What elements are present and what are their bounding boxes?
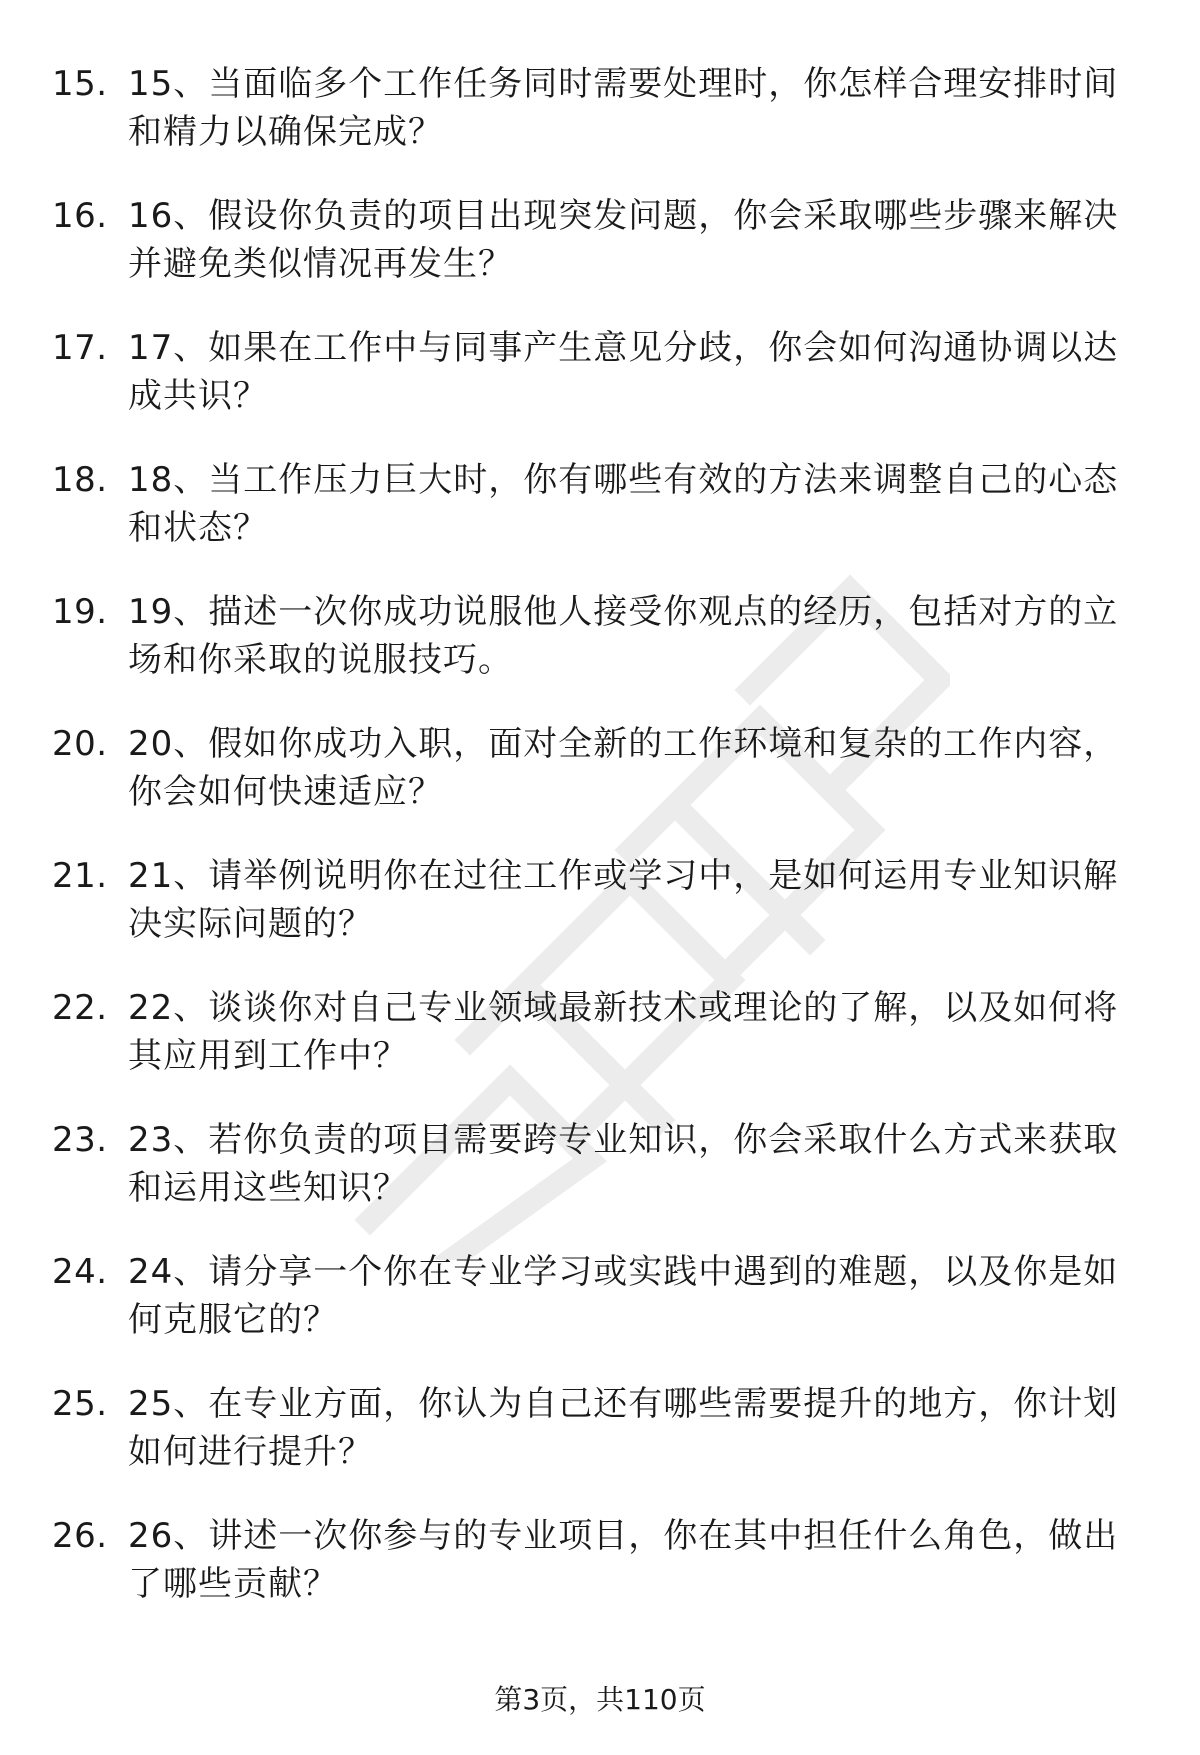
list-item-number: 19. bbox=[52, 592, 108, 632]
list-item-text: 16、假设你负责的项目出现突发问题，你会采取哪些步骤来解决并避免类似情况再发生？ bbox=[128, 196, 1119, 284]
list-item-text: 23、若你负责的项目需要跨专业知识，你会采取什么方式来获取和运用这些知识？ bbox=[128, 1120, 1119, 1208]
list-item-number: 20. bbox=[52, 724, 108, 764]
list-item-text: 21、请举例说明你在过往工作或学习中，是如何运用专业知识解决实际问题的？ bbox=[128, 856, 1119, 944]
list-item bbox=[52, 1380, 1152, 1512]
list-item bbox=[52, 60, 1152, 192]
list-item-number: 16. bbox=[52, 196, 108, 236]
list-item bbox=[52, 588, 1152, 720]
list-item-number: 22. bbox=[52, 988, 108, 1028]
list-item-number: 25. bbox=[52, 1384, 108, 1424]
list-item bbox=[52, 1512, 1152, 1644]
list-item bbox=[52, 720, 1152, 852]
list-item-text: 24、请分享一个你在专业学习或实践中遇到的难题，以及你是如何克服它的？ bbox=[128, 1252, 1119, 1340]
question-list bbox=[52, 60, 1152, 1644]
list-item-text: 20、假如你成功入职，面对全新的工作环境和复杂的工作内容，你会如何快速适应？ bbox=[128, 724, 1119, 812]
list-item-text: 19、描述一次你成功说服他人接受你观点的经历，包括对方的立场和你采取的说服技巧。 bbox=[128, 592, 1119, 680]
page-footer: 第3页，共110页 bbox=[494, 1683, 706, 1716]
list-item bbox=[52, 1248, 1152, 1380]
list-item bbox=[52, 852, 1152, 984]
list-item-text: 17、如果在工作中与同事产生意见分歧，你会如何沟通协调以达成共识？ bbox=[128, 328, 1119, 416]
list-item bbox=[52, 456, 1152, 588]
list-item-number: 26. bbox=[52, 1516, 108, 1556]
list-item-number: 15. bbox=[52, 64, 108, 104]
list-item bbox=[52, 324, 1152, 456]
list-item-text: 15、当面临多个工作任务同时需要处理时，你怎样合理安排时间和精力以确保完成？ bbox=[128, 64, 1119, 152]
list-item-number: 17. bbox=[52, 328, 108, 368]
list-item-number: 18. bbox=[52, 460, 108, 500]
list-item-text: 26、讲述一次你参与的专业项目，你在其中担任什么角色，做出了哪些贡献？ bbox=[128, 1516, 1119, 1604]
list-item-text: 18、当工作压力巨大时，你有哪些有效的方法来调整自己的心态和状态？ bbox=[128, 460, 1119, 548]
list-item-number: 23. bbox=[52, 1120, 108, 1160]
list-item bbox=[52, 192, 1152, 324]
list-item-text: 25、在专业方面，你认为自己还有哪些需要提升的地方，你计划如何进行提升？ bbox=[128, 1384, 1119, 1472]
list-item-number: 24. bbox=[52, 1252, 108, 1292]
list-item-number: 21. bbox=[52, 856, 108, 896]
list-item bbox=[52, 1116, 1152, 1248]
list-item-text: 22、谈谈你对自己专业领域最新技术或理论的了解，以及如何将其应用到工作中？ bbox=[128, 988, 1119, 1076]
list-item bbox=[52, 984, 1152, 1116]
